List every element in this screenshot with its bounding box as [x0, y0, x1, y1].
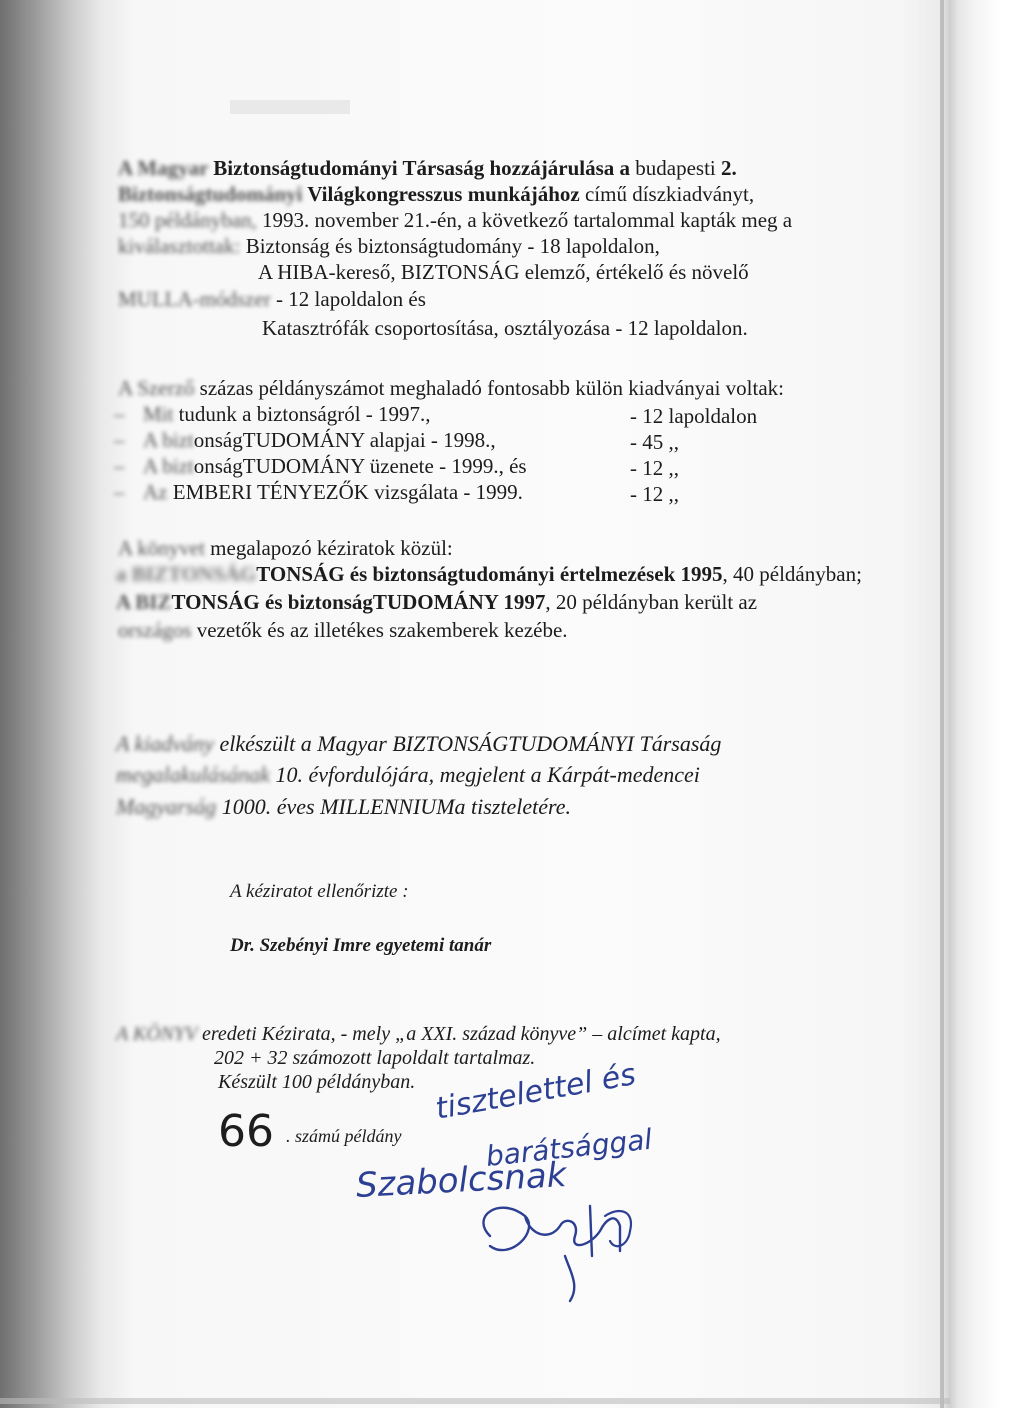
para1-line3: 150 példányban, 1993. november 21.-én, a következő tartalommal kapták meg a	[118, 208, 793, 232]
para2-intro: A Szerző százas példányszámot meghaladó fontosabb külön kiadványai voltak:	[118, 376, 784, 400]
page-bottom-shadow	[0, 1398, 950, 1404]
list-count: - 12 ,,	[630, 482, 679, 506]
para3-line2: a BIZTONSÁGTONSÁG és biztonságtudományi értelmezések 1995, 40 példányban;	[116, 562, 862, 586]
list-title: A biztonságTUDOMÁNY alapjai - 1998.,	[143, 428, 496, 452]
handwritten-signature	[470, 1196, 670, 1306]
list-dash: –	[114, 454, 125, 478]
para1-line2: Biztonságtudományi Világkongresszus munkájához című díszkiadványt,	[118, 182, 755, 206]
list-title: Mit tudunk a biztonságról - 1997.,	[143, 402, 431, 426]
handwritten-line-3: Szabolcsnak	[354, 1155, 568, 1206]
list-count: - 12 ,,	[630, 456, 679, 480]
para1-line4: kiválasztottak: Biztonság és biztonságtudomány - 18 lapoldalon,	[118, 234, 660, 258]
colophon-line2: 202 + 32 számozott lapoldalt tartalmaz.	[214, 1047, 536, 1069]
para3-line4: országos vezetők és az illetékes szakemberek kezébe.	[118, 618, 568, 642]
show-through-text	[230, 100, 350, 114]
review-label: A kéziratot ellenőrizte :	[230, 881, 409, 902]
para1-line6: MULLA-módszer - 12 lapoldalon és	[118, 287, 426, 311]
para1-line5: A HIBA-kereső, BIZTONSÁG elemző, értékelő és növelő	[258, 260, 749, 284]
colophon-line3: Készült 100 példányban.	[218, 1071, 416, 1093]
copy-label: . számú példány	[286, 1126, 402, 1146]
reviewer-name: Dr. Szebényi Imre egyetemi tanár	[230, 935, 492, 956]
para1-line1: A Magyar Biztonságtudományi Társaság hozzájárulása a budapesti 2.	[118, 156, 737, 180]
para3-line3: A BIZTONSÁG és biztonságTUDOMÁNY 1997, 20 példányban került az	[116, 590, 758, 614]
list-count: - 45 ,,	[630, 430, 679, 454]
para3-line1: A könyvet megalapozó kéziratok közül:	[118, 536, 453, 560]
para4-line3: Magyarság 1000. éves MILLENNIUMa tiszteletére.	[116, 794, 572, 819]
colophon-line1: A KÖNYV eredeti Kézirata, - mely „a XXI. század könyve” – alcímet kapta,	[116, 1023, 721, 1045]
list-dash: –	[114, 402, 125, 426]
page-edge-shadow	[940, 0, 944, 1408]
para1-line7: Katasztrófák csoportosítása, osztályozása - 12 lapoldalon.	[262, 316, 748, 340]
list-dash: –	[114, 428, 125, 452]
list-dash: –	[114, 480, 125, 504]
handwritten-line-2: barátsággal	[484, 1122, 654, 1173]
list-count: - 12 lapoldalon	[630, 404, 758, 428]
handwritten-line-1: tisztelettel és	[432, 1057, 639, 1127]
copy-number: 66	[218, 1106, 274, 1157]
para4-line1: A kiadvány elkészült a Magyar BIZTONSÁGTUDOMÁNYI Társaság	[116, 731, 722, 756]
list-title: Az EMBERI TÉNYEZŐK vizsgálata - 1999.	[143, 480, 523, 504]
para4-line2: megalakulásának 10. évfordulójára, megjelent a Kárpát-medencei	[116, 762, 700, 787]
list-title: A biztonságTUDOMÁNY üzenete - 1999., és	[143, 454, 527, 478]
